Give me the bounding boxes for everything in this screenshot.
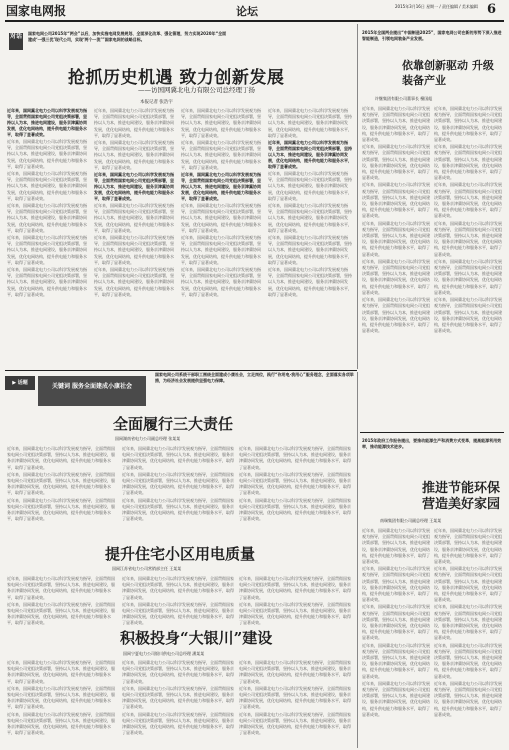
body-paragraph: 近年来，国网冀北电力公司以科学发展观为指导，全面贯彻国家电网公司党组决策部署，坚持以人为本，推进电网建设，服务京津冀协同发展，优化电网结构，提升供电能力和服务水平，取得了显著成效。 xyxy=(7,685,115,710)
article-column xyxy=(7,576,117,626)
article-column xyxy=(7,660,117,746)
topic-badge: ▶ 话题 xyxy=(5,376,35,390)
article-title: 全面履行三大责任 xyxy=(113,415,234,433)
main-article-column-3 xyxy=(181,108,264,366)
body-paragraph: 近年来，国网冀北电力公司以科学发展观为指导，全面贯彻国家电网公司党组决策部署，坚持以人为本，推进电网建设，服务京津冀协同发展，优化电网结构，提升供电能力和服务水平，取得了显著成效。 xyxy=(181,140,261,170)
side-article-intro: 2015年全国两会提出“中国制造2025”，国家电网公司在新的形势下深入推进智能制造，引领电网装备产业发展。 xyxy=(362,30,502,41)
main-article-subtitle: ——访国网冀北电力有限公司总经理丁扬 xyxy=(138,86,255,94)
body-paragraph: 近年来，国网冀北电力公司以科学发展观为指导，全面贯彻国家电网公司党组决策部署，坚持以人为本，推进电网建设，服务京津冀协同发展，优化电网结构，提升供电能力和服务水平，取得了显著成效。 xyxy=(268,267,352,297)
body-paragraph: 近年来，国网冀北电力公司以科学发展观为指导，全面贯彻国家电网公司党组决策部署，坚持以人为本，推进电网建设，服务京津冀协同发展，优化电网结构，提升供电能力和服务水平，取得了显著成效。 xyxy=(362,680,430,717)
body-paragraph: 近年来，国网冀北电力公司以科学发展观为指导，全面贯彻国家电网公司党组决策部署，坚持以人为本，推进电网建设，服务京津冀协同发展，优化电网结构，提升供电能力和服务水平，取得了显著成效。 xyxy=(7,235,87,265)
side-article-column-2 xyxy=(434,106,504,368)
body-paragraph: 近年来，国网冀北电力公司以科学发展观为指导，全面贯彻国家电网公司党组决策部署，坚持以人为本，推进电网建设，服务京津冀协同发展，优化电网结构，提升供电能力和服务水平，取得了显著成效。 xyxy=(7,203,87,233)
article-title: 积极投身“大银川”建设 xyxy=(120,629,273,647)
header-rule xyxy=(5,20,504,22)
body-paragraph: 近年来，国网冀北电力公司以科学发展观为指导，全面贯彻国家电网公司党组决策部署，坚持以人为本，推进电网建设，服务京津冀协同发展，优化电网结构，提升供电能力和服务水平，取得了显著成效。 xyxy=(122,471,234,496)
body-paragraph: 近年来，国网冀北电力公司以科学发展观为指导，全面贯彻国家电网公司党组决策部署，坚持以人为本，推进电网建设，服务京津冀协同发展，优化电网结构，提升供电能力和服务水平，取得了显著成效。 xyxy=(268,108,352,138)
lead-paragraph: 近年来，国网冀北电力公司以科学发展观为指导，全面贯彻国家电网公司党组决策部署，坚持以人为本，推进电网建设，服务京津冀协同发展，优化电网结构，提升供电能力和服务水平，取得了显著成效。 xyxy=(94,172,174,202)
body-paragraph: 近年来，国网冀北电力公司以科学发展观为指导，全面贯彻国家电网公司党组决策部署，坚持以人为本，推进电网建设，服务京津冀协同发展，优化电网结构，提升供电能力和服务水平，取得了显著成效。 xyxy=(434,297,502,334)
body-paragraph: 近年来，国网冀北电力公司以科学发展观为指导，全面贯彻国家电网公司党组决策部署，坚持以人为本，推进电网建设，服务京津冀协同发展，优化电网结构，提升供电能力和服务水平，取得了显著成效。 xyxy=(239,446,351,470)
column-divider xyxy=(357,372,358,748)
dialogue-badge: 对话 xyxy=(9,33,23,50)
body-paragraph: 近年来，国网冀北电力公司以科学发展观为指导，全面贯彻国家电网公司党组决策部署，坚持以人为本，推进电网建设，服务京津冀协同发展，优化电网结构，提升供电能力和服务水平，取得了显著成效。 xyxy=(181,267,261,297)
body-paragraph: 近年来，国网冀北电力公司以科学发展观为指导，全面贯彻国家电网公司党组决策部署，坚持以人为本，推进电网建设，服务京津冀协同发展，优化电网结构，提升供电能力和服务水平，取得了显著成效。 xyxy=(434,642,502,679)
body-paragraph: 近年来，国网冀北电力公司以科学发展观为指导，全面贯彻国家电网公司党组决策部署，坚持以人为本，推进电网建设，服务京津冀协同发展，优化电网结构，提升供电能力和服务水平，取得了显著成效。 xyxy=(94,235,174,265)
body-paragraph: 近年来，国网冀北电力公司以科学发展观为指导，全面贯彻国家电网公司党组决策部署，坚持以人为本，推进电网建设，服务京津冀协同发展，优化电网结构，提升供电能力和服务水平，取得了显著成效。 xyxy=(362,144,430,181)
body-paragraph: 近年来，国网冀北电力公司以科学发展观为指导，全面贯彻国家电网公司党组决策部署，坚持以人为本，推进电网建设，服务京津冀协同发展，优化电网结构，提升供电能力和服务水平，取得了显著成效。 xyxy=(181,108,261,138)
body-paragraph: 近年来，国网冀北电力公司以科学发展观为指导，全面贯彻国家电网公司党组决策部署，坚持以人为本，推进电网建设，服务京津冀协同发展，优化电网结构，提升供电能力和服务水平，取得了显著成效。 xyxy=(94,203,174,233)
body-paragraph: 近年来，国网冀北电力公司以科学发展观为指导，全面贯彻国家电网公司党组决策部署，坚持以人为本，推进电网建设，服务京津冀协同发展，优化电网结构，提升供电能力和服务水平，取得了显著成效。 xyxy=(239,497,351,522)
article-column xyxy=(122,660,234,746)
body-paragraph: 近年来，国网冀北电力公司以科学发展观为指导，全面贯彻国家电网公司党组决策部署，坚持以人为本，推进电网建设，服务京津冀协同发展，优化电网结构，提升供电能力和服务水平，取得了显著成效。 xyxy=(239,576,351,600)
body-paragraph: 近年来，国网冀北电力公司以科学发展观为指导，全面贯彻国家电网公司党组决策部署，坚持以人为本，推进电网建设，服务京津冀协同发展，优化电网结构，提升供电能力和服务水平，取得了显著成效。 xyxy=(122,685,234,710)
body-paragraph: 近年来，国网冀北电力公司以科学发展观为指导，全面贯彻国家电网公司党组决策部署，坚持以人为本，推进电网建设，服务京津冀协同发展，优化电网结构，提升供电能力和服务水平，取得了显著成效。 xyxy=(7,601,115,626)
body-paragraph: 近年来，国网冀北电力公司以科学发展观为指导，全面贯彻国家电网公司党组决策部署，坚持以人为本，推进电网建设，服务京津冀协同发展，优化电网结构，提升供电能力和服务水平，取得了显著成效。 xyxy=(268,171,352,201)
intro-text: 国家电网公司2015年“两会”以后，加快实施电网发展规划、全面深化改革、强化管理，努力实现2020年“全面建成‘一强三优’现代公司，实现‘两个一流’”国家电网的战略目标。 xyxy=(28,31,227,42)
main-article-column-2 xyxy=(94,108,177,366)
body-paragraph: 近年来，国网冀北电力公司以科学发展观为指导，全面贯彻国家电网公司党组决策部署，坚持以人为本，推进电网建设，服务京津冀协同发展，优化电网结构，提升供电能力和服务水平，取得了显著成效。 xyxy=(434,220,502,257)
body-paragraph: 近年来，国网冀北电力公司以科学发展观为指导，全面贯彻国家电网公司党组决策部署，坚持以人为本，推进电网建设，服务京津冀协同发展，优化电网结构，提升供电能力和服务水平，取得了显著成效。 xyxy=(7,576,115,600)
body-paragraph: 近年来，国网冀北电力公司以科学发展观为指导，全面贯彻国家电网公司党组决策部署，坚持以人为本，推进电网建设，服务京津冀协同发展，优化电网结构，提升供电能力和服务水平，取得了显著成效。 xyxy=(362,106,430,143)
body-paragraph: 近年来，国网冀北电力公司以科学发展观为指导，全面贯彻国家电网公司党组决策部署，坚持以人为本，推进电网建设，服务京津冀协同发展，优化电网结构，提升供电能力和服务水平，取得了显著成效。 xyxy=(239,601,351,626)
main-article-title: 抢抓历史机遇 致力创新发展 xyxy=(68,68,285,88)
body-paragraph: 近年来，国网冀北电力公司以科学发展观为指导，全面贯彻国家电网公司党组决策部署，坚持以人为本，推进电网建设，服务京津冀协同发展，优化电网结构，提升供电能力和服务水平，取得了显著成效。 xyxy=(94,108,174,138)
newspaper-logo: 国家电网报 xyxy=(6,4,67,18)
body-paragraph: 近年来，国网冀北电力公司以科学发展观为指导，全面贯彻国家电网公司党组决策部署，坚持以人为本，推进电网建设，服务京津冀协同发展，优化电网结构，提升供电能力和服务水平，取得了显著成效。 xyxy=(434,528,502,565)
body-paragraph: 近年来，国网冀北电力公司以科学发展观为指导，全面贯彻国家电网公司党组决策部署，坚持以人为本，推进电网建设，服务京津冀协同发展，优化电网结构，提升供电能力和服务水平，取得了显著成效。 xyxy=(94,140,174,170)
body-paragraph: 近年来，国网冀北电力公司以科学发展观为指导，全面贯彻国家电网公司党组决策部署，坚持以人为本，推进电网建设，服务京津冀协同发展，优化电网结构，提升供电能力和服务水平，取得了显著成效。 xyxy=(434,604,502,641)
side-article-byline: 许继集团有限公司董事长 檀国彪 xyxy=(375,96,433,101)
body-paragraph: 近年来，国网冀北电力公司以科学发展观为指导，全面贯彻国家电网公司党组决策部署，坚持以人为本，推进电网建设，服务京津冀协同发展，优化电网结构，提升供电能力和服务水平，取得了显著成效。 xyxy=(434,258,502,295)
article-column xyxy=(122,576,234,626)
column-divider xyxy=(357,24,358,369)
lead-paragraph: 近年来，国网冀北电力公司以科学发展观为指导，全面贯彻国家电网公司党组决策部署，坚持以人为本，推进电网建设，服务京津冀协同发展，优化电网结构，提升供电能力和服务水平，取得了显著成效。 xyxy=(268,140,352,170)
body-paragraph: 近年来，国网冀北电力公司以科学发展观为指导，全面贯彻国家电网公司党组决策部署，坚持以人为本，推进电网建设，服务京津冀协同发展，优化电网结构，提升供电能力和服务水平，取得了显著成效。 xyxy=(434,106,502,143)
section-rule xyxy=(360,432,504,433)
body-paragraph: 近年来，国网冀北电力公司以科学发展观为指导，全面贯彻国家电网公司党组决策部署，坚持以人为本，推进电网建设，服务京津冀协同发展，优化电网结构，提升供电能力和服务水平，取得了显著成效。 xyxy=(7,471,115,496)
section-title: 论坛 xyxy=(236,5,258,18)
body-paragraph: 近年来，国网冀北电力公司以科学发展观为指导，全面贯彻国家电网公司党组决策部署，坚持以人为本，推进电网建设，服务京津冀协同发展，优化电网结构，提升供电能力和服务水平，取得了显著成效。 xyxy=(7,446,115,470)
article-byline: 国网宁夏电力公司银川供电公司总经理 潘某某 xyxy=(123,651,205,656)
body-paragraph: 近年来，国网冀北电力公司以科学发展观为指导，全面贯彻国家电网公司党组决策部署，坚持以人为本，推进电网建设，服务京津冀协同发展，优化电网结构，提升供电能力和服务水平，取得了显著成效。 xyxy=(181,235,261,265)
body-paragraph: 近年来，国网冀北电力公司以科学发展观为指导，全面贯彻国家电网公司党组决策部署，坚持以人为本，推进电网建设，服务京津冀协同发展，优化电网结构，提升供电能力和服务水平，取得了显著成效。 xyxy=(434,182,502,219)
right-article-column-1 xyxy=(362,528,430,746)
body-paragraph: 近年来，国网冀北电力公司以科学发展观为指导，全面贯彻国家电网公司党组决策部署，坚持以人为本，推进电网建设，服务京津冀协同发展，优化电网结构，提升供电能力和服务水平，取得了显著成效。 xyxy=(362,220,430,257)
body-paragraph: 近年来，国网冀北电力公司以科学发展观为指导，全面贯彻国家电网公司党组决策部署，坚持以人为本，推进电网建设，服务京津冀协同发展，优化电网结构，提升供电能力和服务水平，取得了显著成效。 xyxy=(7,497,115,522)
article-column xyxy=(7,446,117,538)
body-paragraph: 近年来，国网冀北电力公司以科学发展观为指导，全面贯彻国家电网公司党组决策部署，坚持以人为本，推进电网建设，服务京津冀协同发展，优化电网结构，提升供电能力和服务水平，取得了显著成效。 xyxy=(122,660,234,684)
body-paragraph: 近年来，国网冀北电力公司以科学发展观为指导，全面贯彻国家电网公司党组决策部署，坚持以人为本，推进电网建设，服务京津冀协同发展，优化电网结构，提升供电能力和服务水平，取得了显著成效。 xyxy=(362,604,430,641)
article-column xyxy=(239,446,353,538)
body-paragraph: 近年来，国网冀北电力公司以科学发展观为指导，全面贯彻国家电网公司党组决策部署，坚持以人为本，推进电网建设，服务京津冀协同发展，优化电网结构，提升供电能力和服务水平，取得了显著成效。 xyxy=(122,711,234,736)
article-byline: 国网湖南省电力公司副总经理 张某某 xyxy=(115,436,181,441)
body-paragraph: 近年来，国网冀北电力公司以科学发展观为指导，全面贯彻国家电网公司党组决策部署，坚持以人为本，推进电网建设，服务京津冀协同发展，优化电网结构，提升供电能力和服务水平，取得了显著成效。 xyxy=(362,528,430,565)
body-paragraph: 近年来，国网冀北电力公司以科学发展观为指导，全面贯彻国家电网公司党组决策部署，坚持以人为本，推进电网建设，服务京津冀协同发展，优化电网结构，提升供电能力和服务水平，取得了显著成效。 xyxy=(239,660,351,684)
body-paragraph: 近年来，国网冀北电力公司以科学发展观为指导，全面贯彻国家电网公司党组决策部署，坚持以人为本，推进电网建设，服务京津冀协同发展，优化电网结构，提升供电能力和服务水平，取得了显著成效。 xyxy=(268,235,352,265)
right-article-byline: 南瑞集团有限公司副总经理 王某某 xyxy=(380,518,442,523)
body-paragraph: 近年来，国网冀北电力公司以科学发展观为指导，全面贯彻国家电网公司党组决策部署，坚持以人为本，推进电网建设，服务京津冀协同发展，优化电网结构，提升供电能力和服务水平，取得了显著成效。 xyxy=(122,497,234,522)
body-paragraph: 近年来，国网冀北电力公司以科学发展观为指导，全面贯彻国家电网公司党组决策部署，坚持以人为本，推进电网建设，服务京津冀协同发展，优化电网结构，提升供电能力和服务水平，取得了显著成效。 xyxy=(7,267,87,297)
page-number: 6 xyxy=(487,2,497,17)
side-article-column-1 xyxy=(362,106,430,368)
body-paragraph: 近年来，国网冀北电力公司以科学发展观为指导，全面贯彻国家电网公司党组决策部署，坚持以人为本，推进电网建设，服务京津冀协同发展，优化电网结构，提升供电能力和服务水平，取得了显著成效。 xyxy=(239,471,351,496)
article-title: 提升住宅小区用电质量 xyxy=(105,545,256,563)
side-article-title: 依靠创新驱动 升级装备产业 xyxy=(402,59,494,87)
lead-paragraph: 近年来，国网冀北电力公司以科学发展观为指导，全面贯彻国家电网公司党组决策部署，坚持以人为本，推进电网建设，服务京津冀协同发展，优化电网结构，提升供电能力和服务水平，取得了显著成效。 xyxy=(7,108,87,137)
body-paragraph: 近年来，国网冀北电力公司以科学发展观为指导，全面贯彻国家电网公司党组决策部署，坚持以人为本，推进电网建设，服务京津冀协同发展，优化电网结构，提升供电能力和服务水平，取得了显著成效。 xyxy=(7,711,115,736)
keyword-box: 关键词 服务全面建成小康社会 xyxy=(38,376,146,406)
body-paragraph: 近年来，国网冀北电力公司以科学发展观为指导，全面贯彻国家电网公司党组决策部署，坚持以人为本，推进电网建设，服务京津冀协同发展，优化电网结构，提升供电能力和服务水平，取得了显著成效。 xyxy=(362,182,430,219)
body-paragraph: 近年来，国网冀北电力公司以科学发展观为指导，全面贯彻国家电网公司党组决策部署，坚持以人为本，推进电网建设，服务京津冀协同发展，优化电网结构，提升供电能力和服务水平，取得了显著成效。 xyxy=(434,144,502,181)
body-paragraph: 近年来，国网冀北电力公司以科学发展观为指导，全面贯彻国家电网公司党组决策部署，坚持以人为本，推进电网建设，服务京津冀协同发展，优化电网结构，提升供电能力和服务水平，取得了显著成效。 xyxy=(7,139,87,169)
body-paragraph: 近年来，国网冀北电力公司以科学发展观为指导，全面贯彻国家电网公司党组决策部署，坚持以人为本，推进电网建设，服务京津冀协同发展，优化电网结构，提升供电能力和服务水平，取得了显著成效。 xyxy=(239,711,351,736)
article-column xyxy=(239,660,353,746)
body-paragraph: 近年来，国网冀北电力公司以科学发展观为指导，全面贯彻国家电网公司党组决策部署，坚持以人为本，推进电网建设，服务京津冀协同发展，优化电网结构，提升供电能力和服务水平，取得了显著成效。 xyxy=(434,566,502,603)
right-article-column-2 xyxy=(434,528,504,746)
body-paragraph: 近年来，国网冀北电力公司以科学发展观为指导，全面贯彻国家电网公司党组决策部署，坚持以人为本，推进电网建设，服务京津冀协同发展，优化电网结构，提升供电能力和服务水平，取得了显著成效。 xyxy=(122,576,234,600)
body-paragraph: 近年来，国网冀北电力公司以科学发展观为指导，全面贯彻国家电网公司党组决策部署，坚持以人为本，推进电网建设，服务京津冀协同发展，优化电网结构，提升供电能力和服务水平，取得了显著成效。 xyxy=(434,680,502,717)
body-paragraph: 近年来，国网冀北电力公司以科学发展观为指导，全面贯彻国家电网公司党组决策部署，坚持以人为本，推进电网建设，服务京津冀协同发展，优化电网结构，提升供电能力和服务水平，取得了显著成效。 xyxy=(122,446,234,470)
body-paragraph: 近年来，国网冀北电力公司以科学发展观为指导，全面贯彻国家电网公司党组决策部署，坚持以人为本，推进电网建设，服务京津冀协同发展，优化电网结构，提升供电能力和服务水平，取得了显著成效。 xyxy=(7,660,115,684)
body-paragraph: 近年来，国网冀北电力公司以科学发展观为指导，全面贯彻国家电网公司党组决策部署，坚持以人为本，推进电网建设，服务京津冀协同发展，优化电网结构，提升供电能力和服务水平，取得了显著成效。 xyxy=(362,642,430,679)
body-paragraph: 近年来，国网冀北电力公司以科学发展观为指导，全面贯彻国家电网公司党组决策部署，坚持以人为本，推进电网建设，服务京津冀协同发展，优化电网结构，提升供电能力和服务水平，取得了显著成效。 xyxy=(268,203,352,233)
article-column xyxy=(122,446,234,538)
issue-meta: 2015年3月16日 星期一 / 责任编辑 / 美术编辑 xyxy=(395,4,478,9)
body-paragraph: 近年来，国网冀北电力公司以科学发展观为指导，全面贯彻国家电网公司党组决策部署，坚持以人为本，推进电网建设，服务京津冀协同发展，优化电网结构，提升供电能力和服务水平，取得了显著成效。 xyxy=(362,297,430,334)
section-rule xyxy=(5,370,357,371)
topic-note: 国家电网公司系统干部职工围绕全面建成小康社会，立足岗位，践行“你用电·我用心”服务理念，全面落实各项举措，为经济社会发展提供坚强电力保障。 xyxy=(155,372,354,383)
main-article-column-4 xyxy=(268,108,353,366)
article-byline: 国网江苏省电力公司营销部主任 王某某 xyxy=(112,566,182,571)
body-paragraph: 近年来，国网冀北电力公司以科学发展观为指导，全面贯彻国家电网公司党组决策部署，坚持以人为本，推进电网建设，服务京津冀协同发展，优化电网结构，提升供电能力和服务水平，取得了显著成效。 xyxy=(94,267,174,297)
body-paragraph: 近年来，国网冀北电力公司以科学发展观为指导，全面贯彻国家电网公司党组决策部署，坚持以人为本，推进电网建设，服务京津冀协同发展，优化电网结构，提升供电能力和服务水平，取得了显著成效。 xyxy=(181,203,261,233)
main-article-column-1 xyxy=(7,108,90,366)
body-paragraph: 近年来，国网冀北电力公司以科学发展观为指导，全面贯彻国家电网公司党组决策部署，坚持以人为本，推进电网建设，服务京津冀协同发展，优化电网结构，提升供电能力和服务水平，取得了显著成效。 xyxy=(122,601,234,626)
body-paragraph: 近年来，国网冀北电力公司以科学发展观为指导，全面贯彻国家电网公司党组决策部署，坚持以人为本，推进电网建设，服务京津冀协同发展，优化电网结构，提升供电能力和服务水平，取得了显著成效。 xyxy=(362,566,430,603)
article-column xyxy=(239,576,353,626)
body-paragraph: 近年来，国网冀北电力公司以科学发展观为指导，全面贯彻国家电网公司党组决策部署，坚持以人为本，推进电网建设，服务京津冀协同发展，优化电网结构，提升供电能力和服务水平，取得了显著成效。 xyxy=(7,171,87,201)
main-article-byline: 本报记者 张浩宇 xyxy=(140,100,173,105)
body-paragraph: 近年来，国网冀北电力公司以科学发展观为指导，全面贯彻国家电网公司党组决策部署，坚持以人为本，推进电网建设，服务京津冀协同发展，优化电网结构，提升供电能力和服务水平，取得了显著成效。 xyxy=(362,258,430,295)
lead-paragraph: 近年来，国网冀北电力公司以科学发展观为指导，全面贯彻国家电网公司党组决策部署，坚持以人为本，推进电网建设，服务京津冀协同发展，优化电网结构，提升供电能力和服务水平，取得了显著成效。 xyxy=(181,172,261,202)
right-article-intro: 2015年政府工作报告提出，要推动能源生产和消费方式变革，提高能源利用效率，推动能源技术进步。 xyxy=(362,438,502,449)
body-paragraph: 近年来，国网冀北电力公司以科学发展观为指导，全面贯彻国家电网公司党组决策部署，坚持以人为本，推进电网建设，服务京津冀协同发展，优化电网结构，提升供电能力和服务水平，取得了显著成效。 xyxy=(239,685,351,710)
right-article-title: 推进节能环保 营造美好家园 xyxy=(422,481,501,512)
